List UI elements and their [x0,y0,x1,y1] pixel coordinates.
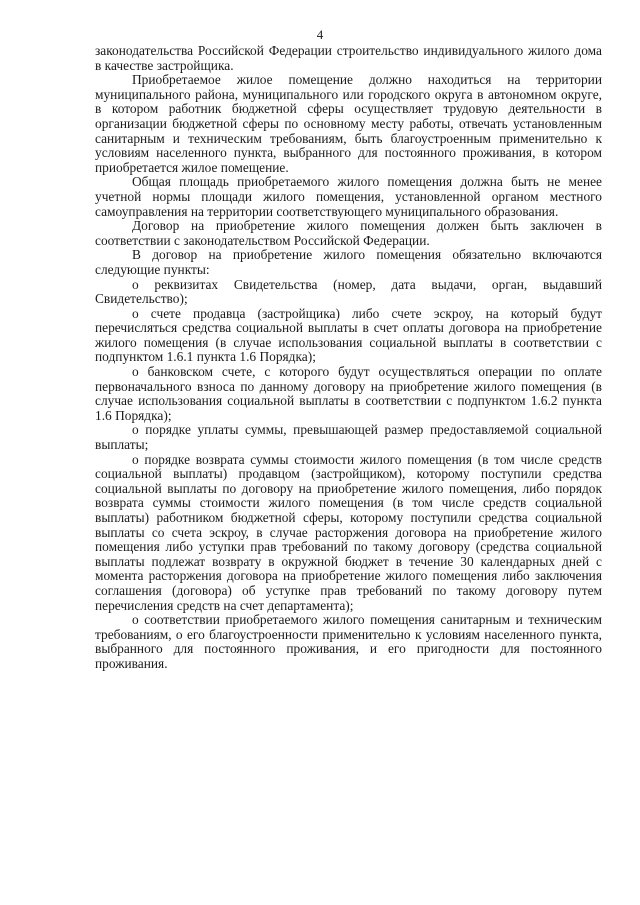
list-item-refund-procedure: о порядке возврата суммы стоимости жилого помещения (в том числе средств социальной выплаты) продавцом (застройщиком), которому поступили средства социальной выплаты по договору на приобретение жилого помещения, либо порядок возврата суммы стоимости жилого помещения (в том числе средств социальной выплаты) работником бюджетной сферы, которому поступили средства социальной выплаты со счета эскроу, в случае расторжения договора на приобретение жилого помещения либо уступки прав требований по такому договору (средства социальной выплаты подлежат возврату в окружной бюджет в течение 30 календарных дней с момента расторжения договора на приобретение жилого помещения либо заключения соглашения (договора) об уступке прав требований по такому договору путем перечисления средств на счет департамента); [95,451,602,613]
document-body [95,44,602,672]
list-item-seller-account: о счете продавца (застройщика) либо счете эскроу, на который будут перечисляться средства социальной выплаты в счет оплаты договора на приобретение жилого помещения (в случае использования социальной выплаты в соответствии с подпунктом 1.6.1 пункта 1.6 Порядка); [95,305,602,365]
list-item-compliance: о соответствии приобретаемого жилого помещения санитарным и техническим требованиям, о его благоустроенности применительно к условиям населенного пункта, выбранного для постоянного проживания, и его пригодности для постоянного проживания. [95,612,602,671]
paragraph-contract-items-intro: В договор на приобретение жилого помещения обязательно включаются следующие пункты: [95,247,602,277]
paragraph-housing-location: Приобретаемое жилое помещение должно находиться на территории муниципального района, муниципального или городского округа в автономном округе, в котором работник бюджетной сферы осуществляет трудовую деятельности в организации бюджетной сферы по основному месту работы, отвечать установленным санитарным и техническим требованиям, быть благоустроенным применительно к условиям населенного пункта, выбранного для постоянного проживания, в котором приобретается жилое помещение. [95,72,602,175]
paragraph-continuation: законодательства Российской Федерации строительство индивидуального жилого дома в качестве застройщика. [95,43,602,73]
list-item-certificate-details: о реквизитах Свидетельства (номер, дата выдачи, орган, выдавший Свидетельство); [95,276,602,307]
paragraph-total-area: Общая площадь приобретаемого жилого помещения должна быть не менее учетной нормы площади жилого помещения, установленной органом местного самоуправления на территории соответствующего муниципального образования. [95,174,602,219]
list-item-excess-payment: о порядке уплаты суммы, превышающей размер предоставляемой социальной выплаты; [95,422,602,453]
page-number: 4 [316,27,324,42]
list-item-bank-account: о банковском счете, с которого будут осуществляться операции по оплате первоначального взноса по данному договору на приобретение жилого помещения (в случае использования социальной выплаты в соответствии с подпунктом 1.6.2 пункта 1.6 Порядка); [95,364,602,423]
paragraph-contract-law: Договор на приобретение жилого помещения должен быть заключен в соответствии с законодательством Российской Федерации. [95,218,602,248]
